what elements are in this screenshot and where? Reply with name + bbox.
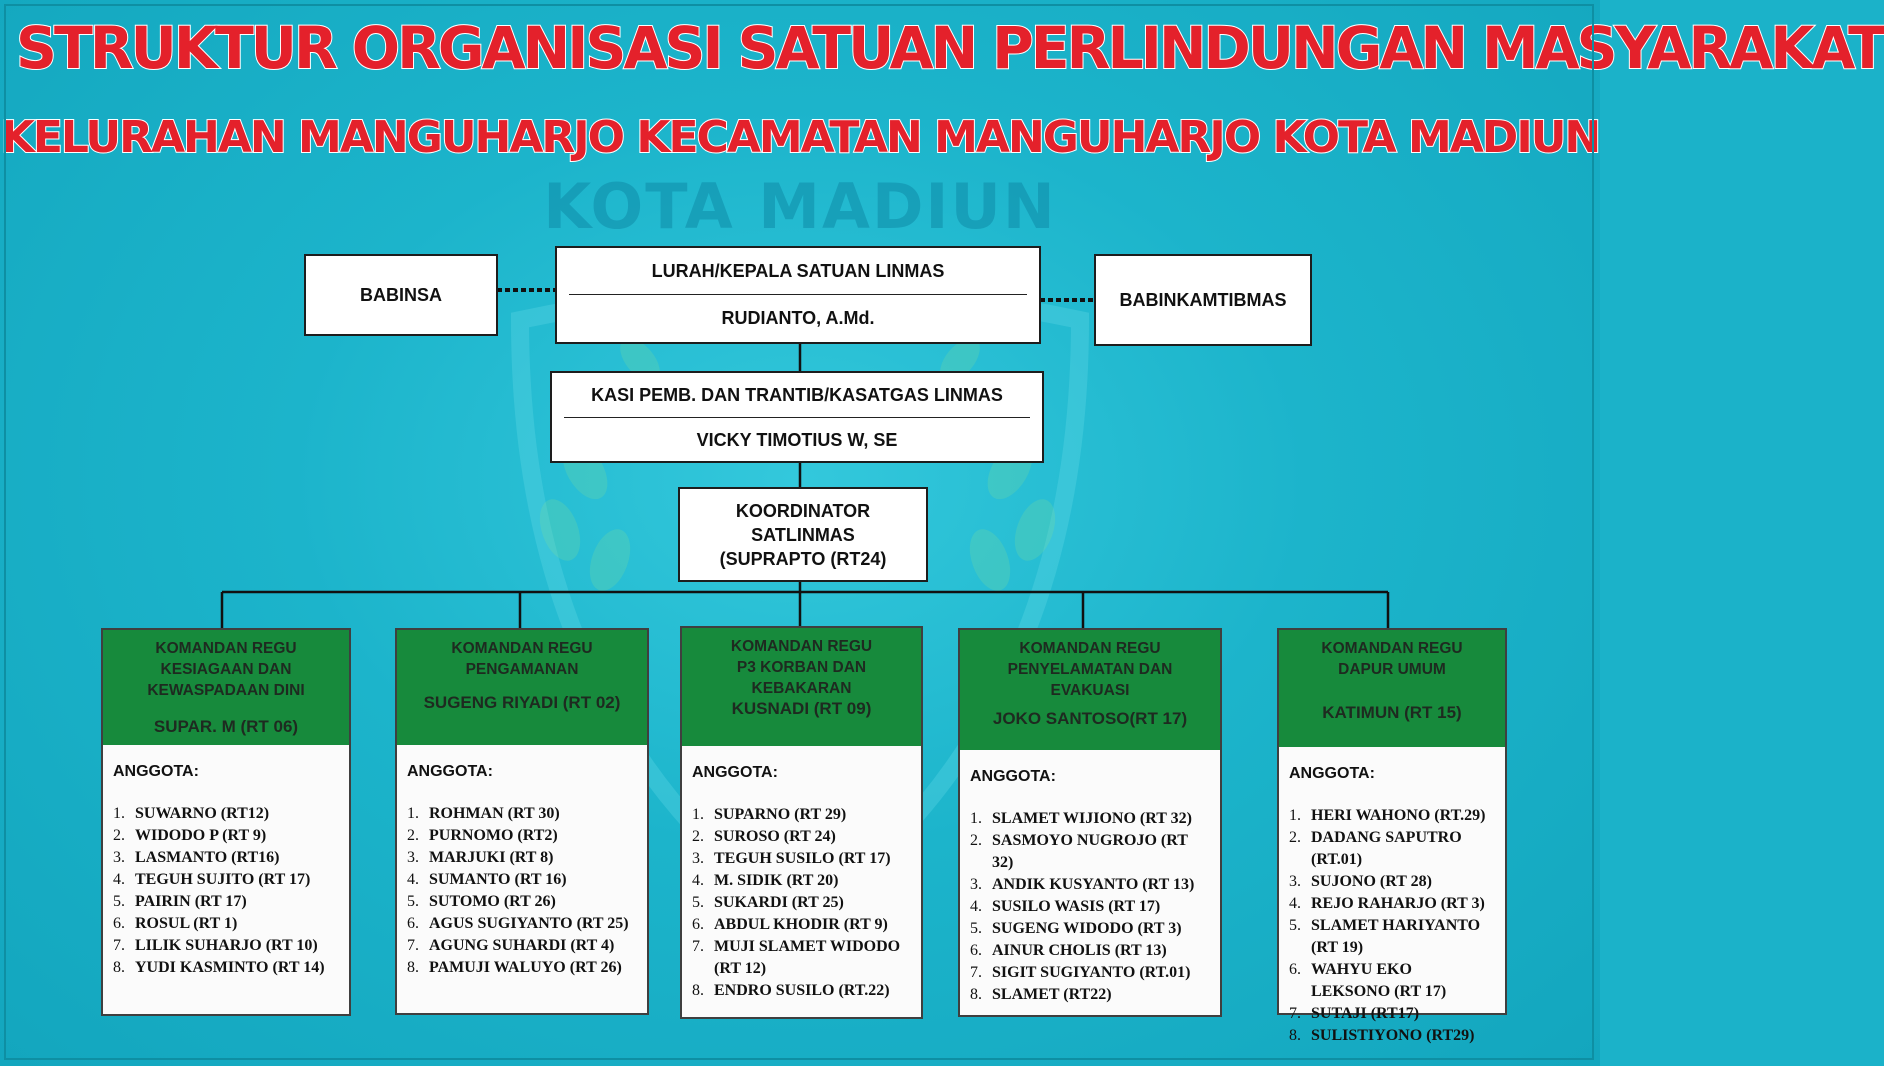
member-number: 5.: [407, 893, 419, 910]
member-number: 6.: [692, 916, 704, 933]
member-name: SUJONO (RT 28): [1311, 873, 1432, 890]
member-item: [113, 891, 339, 913]
member-name: SUMANTO (RT 16): [429, 871, 567, 888]
member-item: [407, 869, 637, 891]
member-number: 7.: [113, 937, 125, 954]
member-item: [113, 957, 339, 979]
member-name: SUGENG WIDODO (RT 3): [992, 920, 1182, 937]
member-item: [692, 914, 911, 936]
regu-role-line: EVAKUASI: [1050, 682, 1130, 699]
member-item: [692, 870, 911, 892]
member-item: [407, 913, 637, 935]
member-name: YUDI KASMINTO (RT 14): [135, 959, 325, 976]
members-label: ANGGOTA:: [692, 764, 778, 781]
member-name: TEGUH SUSILO (RT 17): [714, 850, 891, 867]
member-number: 1.: [970, 810, 982, 827]
member-number: 8.: [407, 959, 419, 976]
member-number: 8.: [1289, 1027, 1301, 1044]
member-name: ANDIK KUSYANTO (RT 13): [992, 876, 1195, 893]
koordinator-line3: (SUPRAPTO (RT24): [719, 549, 887, 569]
member-number: 4.: [970, 898, 982, 915]
member-item: [692, 892, 911, 914]
member-item: [970, 984, 1210, 1006]
member-list: [1289, 805, 1495, 1047]
member-item: [692, 936, 911, 980]
member-item: [1289, 1003, 1495, 1025]
kasi-name: VICKY TIMOTIUS W, SE: [696, 429, 898, 450]
member-number: 3.: [1289, 873, 1301, 890]
regu-box: [958, 628, 1222, 1017]
member-number: 6.: [1289, 961, 1301, 978]
member-list: [113, 803, 339, 979]
regu-box: [395, 628, 649, 1015]
member-list: [407, 803, 637, 979]
member-item: [970, 874, 1210, 896]
member-name: ROSUL (RT 1): [135, 915, 238, 932]
member-item: [113, 825, 339, 847]
lurah-role: LURAH/KEPALA SATUAN LINMAS: [651, 260, 945, 281]
member-item: [407, 825, 637, 847]
member-name: PURNOMO (RT2): [429, 827, 558, 844]
regu-members-panel: [1279, 747, 1505, 1055]
member-number: 5.: [970, 920, 982, 937]
members-label: ANGGOTA:: [1289, 765, 1375, 782]
member-number: 4.: [113, 871, 125, 888]
regu-role-line: KOMANDAN REGU: [1019, 640, 1161, 657]
member-item: [1289, 893, 1495, 915]
regu-header: [682, 628, 921, 746]
page-title: STRUKTUR ORGANISASI SATUAN PERLINDUNGAN MASYARAKAT: [16, 14, 1884, 82]
member-name: ABDUL KHODIR (RT 9): [714, 916, 888, 933]
member-item: [970, 896, 1210, 918]
member-name: SUPARNO (RT 29): [714, 806, 847, 823]
regu-commander: KATIMUN (RT 15): [1322, 703, 1462, 722]
members-label: ANGGOTA:: [113, 763, 199, 780]
member-name: DADANG SAPUTRO (RT.01): [1311, 829, 1462, 868]
member-name: ROHMAN (RT 30): [429, 805, 560, 822]
member-name: MUJI SLAMET WIDODO (RT 12): [714, 938, 901, 977]
page-subtitle: KELURAHAN MANGUHARJO KECAMATAN MANGUHARJO KOTA MADIUN: [0, 112, 1600, 163]
member-name: SIGIT SUGIYANTO (RT.01): [992, 964, 1191, 981]
regu-members-panel: [397, 745, 647, 987]
regu-header: [103, 630, 349, 745]
member-name: TEGUH SUJITO (RT 17): [135, 871, 311, 888]
regu-members-panel: [682, 746, 921, 1010]
regu-role-line: KOMANDAN REGU: [451, 640, 593, 657]
member-number: 3.: [113, 849, 125, 866]
regu-header: [1279, 630, 1505, 747]
regu-role-line: DAPUR UMUM: [1338, 661, 1446, 678]
member-number: 4.: [407, 871, 419, 888]
regu-role-line: KOMANDAN REGU: [730, 638, 873, 655]
member-item: [113, 803, 339, 825]
members-label: ANGGOTA:: [970, 768, 1056, 785]
babinkamtibmas-label: BABINKAMTIBMAS: [1119, 289, 1287, 310]
member-number: 5.: [1289, 917, 1301, 934]
member-name: SUTOMO (RT 26): [429, 893, 556, 910]
member-list: [692, 804, 911, 1002]
lurah-name: RUDIANTO, A.Md.: [721, 307, 875, 328]
member-name: PAIRIN (RT 17): [135, 893, 247, 910]
member-item: [970, 918, 1210, 940]
kasi-role: KASI PEMB. DAN TRANTIB/KASATGAS LINMAS: [591, 384, 1003, 405]
member-number: 6.: [970, 942, 982, 959]
member-number: 4.: [1289, 895, 1301, 912]
koordinator-line2: SATLINMAS: [751, 525, 855, 545]
member-name: PAMUJI WALUYO (RT 26): [429, 959, 622, 976]
regu-commander: KUSNADI (RT 09): [731, 699, 872, 718]
members-label: ANGGOTA:: [407, 763, 493, 780]
member-number: 8.: [970, 986, 982, 1003]
member-item: [692, 826, 911, 848]
member-name: SUSILO WASIS (RT 17): [992, 898, 1161, 915]
member-name: WIDODO P (RT 9): [135, 827, 267, 844]
regu-box: [1277, 628, 1507, 1044]
regu-header: [960, 630, 1220, 750]
member-name: SULISTIYONO (RT29): [1311, 1027, 1475, 1044]
regu-members-panel: [960, 750, 1220, 1014]
member-name: SASMOYO NUGROJO (RT 32): [992, 832, 1188, 871]
member-item: [692, 848, 911, 870]
member-list: [970, 808, 1210, 1006]
member-name: SUKARDI (RT 25): [714, 894, 844, 911]
member-number: 2.: [1289, 829, 1301, 846]
member-name: LASMANTO (RT16): [135, 849, 280, 866]
member-name: AGUNG SUHARDI (RT 4): [429, 937, 615, 954]
regu-commander: JOKO SANTOSO(RT 17): [992, 709, 1188, 728]
koordinator-box: [678, 487, 928, 582]
member-item: [113, 913, 339, 935]
member-name: AGUS SUGIYANTO (RT 25): [429, 915, 629, 932]
babinsa-box: [304, 254, 498, 336]
regu-role-line: KESIAGAAN DAN: [160, 661, 292, 678]
member-name: WAHYU EKO LEKSONO (RT 17): [1311, 961, 1447, 1000]
regu-box: [101, 628, 351, 1016]
member-item: [1289, 871, 1495, 893]
member-item: [113, 935, 339, 957]
regu-role-line: PENYELAMATAN DAN: [1007, 661, 1173, 678]
member-number: 3.: [407, 849, 419, 866]
member-item: [113, 869, 339, 891]
member-number: 1.: [1289, 807, 1301, 824]
member-name: SUTAJI (RT17): [1311, 1005, 1420, 1022]
member-number: 8.: [692, 982, 704, 999]
member-item: [407, 891, 637, 913]
member-name: SLAMET (RT22): [992, 986, 1112, 1003]
regu-role-line: KEWASPADAAN DINI: [147, 682, 305, 699]
regu-commander: SUGENG RIYADI (RT 02): [423, 693, 621, 712]
regu-role-line: PENGAMANAN: [465, 661, 579, 678]
member-item: [407, 803, 637, 825]
babinsa-label: BABINSA: [359, 284, 442, 305]
member-name: SUWARNO (RT12): [135, 805, 270, 822]
member-number: 4.: [692, 872, 704, 889]
member-item: [970, 830, 1210, 874]
member-name: SLAMET HARIYANTO (RT 19): [1311, 917, 1481, 956]
member-item: [407, 935, 637, 957]
member-number: 2.: [692, 828, 704, 845]
member-item: [692, 804, 911, 826]
member-name: HERI WAHONO (RT.29): [1311, 807, 1486, 824]
member-item: [970, 940, 1210, 962]
regu-members-panel: [103, 745, 349, 987]
member-number: 1.: [407, 805, 419, 822]
member-number: 7.: [407, 937, 419, 954]
member-number: 1.: [113, 805, 125, 822]
member-name: AINUR CHOLIS (RT 13): [992, 942, 1167, 959]
member-name: M. SIDIK (RT 20): [714, 872, 839, 889]
member-number: 6.: [407, 915, 419, 932]
member-item: [970, 808, 1210, 830]
member-name: SLAMET WIJIONO (RT 32): [992, 810, 1192, 827]
member-number: 8.: [113, 959, 125, 976]
member-name: REJO RAHARJO (RT 3): [1311, 895, 1485, 912]
member-name: MARJUKI (RT 8): [429, 849, 554, 866]
member-number: 3.: [692, 850, 704, 867]
member-item: [1289, 959, 1495, 1003]
member-item: [1289, 805, 1495, 827]
member-item: [407, 957, 637, 979]
regu-commander: SUPAR. M (RT 06): [153, 717, 299, 736]
member-number: 7.: [1289, 1005, 1301, 1022]
regu-box: [680, 626, 923, 1019]
member-number: 2.: [113, 827, 125, 844]
member-number: 2.: [970, 832, 982, 849]
member-item: [970, 962, 1210, 984]
member-name: LILIK SUHARJO (RT 10): [135, 937, 318, 954]
member-item: [1289, 827, 1495, 871]
member-name: SUROSO (RT 24): [714, 828, 836, 845]
member-number: 7.: [970, 964, 982, 981]
regu-header: [397, 630, 647, 745]
member-item: [692, 980, 911, 1002]
member-item: [1289, 1025, 1495, 1047]
member-name: ENDRO SUSILO (RT.22): [714, 982, 890, 999]
regu-role-line: KOMANDAN REGU: [1321, 640, 1463, 657]
member-number: 6.: [113, 915, 125, 932]
member-number: 3.: [970, 876, 982, 893]
member-number: 5.: [692, 894, 704, 911]
regu-role-line: KEBAKARAN: [751, 680, 852, 697]
member-item: [113, 847, 339, 869]
member-item: [407, 847, 637, 869]
regu-role-line: KOMANDAN REGU: [155, 640, 297, 657]
lurah-box: [555, 246, 1041, 344]
babinkamtibmas-box: [1094, 254, 1312, 346]
regu-role-line: P3 KORBAN DAN: [736, 659, 867, 676]
member-number: 2.: [407, 827, 419, 844]
member-number: 5.: [113, 893, 125, 910]
member-number: 7.: [692, 938, 704, 955]
koordinator-line1: KOORDINATOR: [735, 501, 871, 521]
member-item: [1289, 915, 1495, 959]
watermark-text: KOTA MADIUN: [543, 170, 1057, 243]
member-number: 1.: [692, 806, 704, 823]
kasi-box: [550, 371, 1044, 463]
